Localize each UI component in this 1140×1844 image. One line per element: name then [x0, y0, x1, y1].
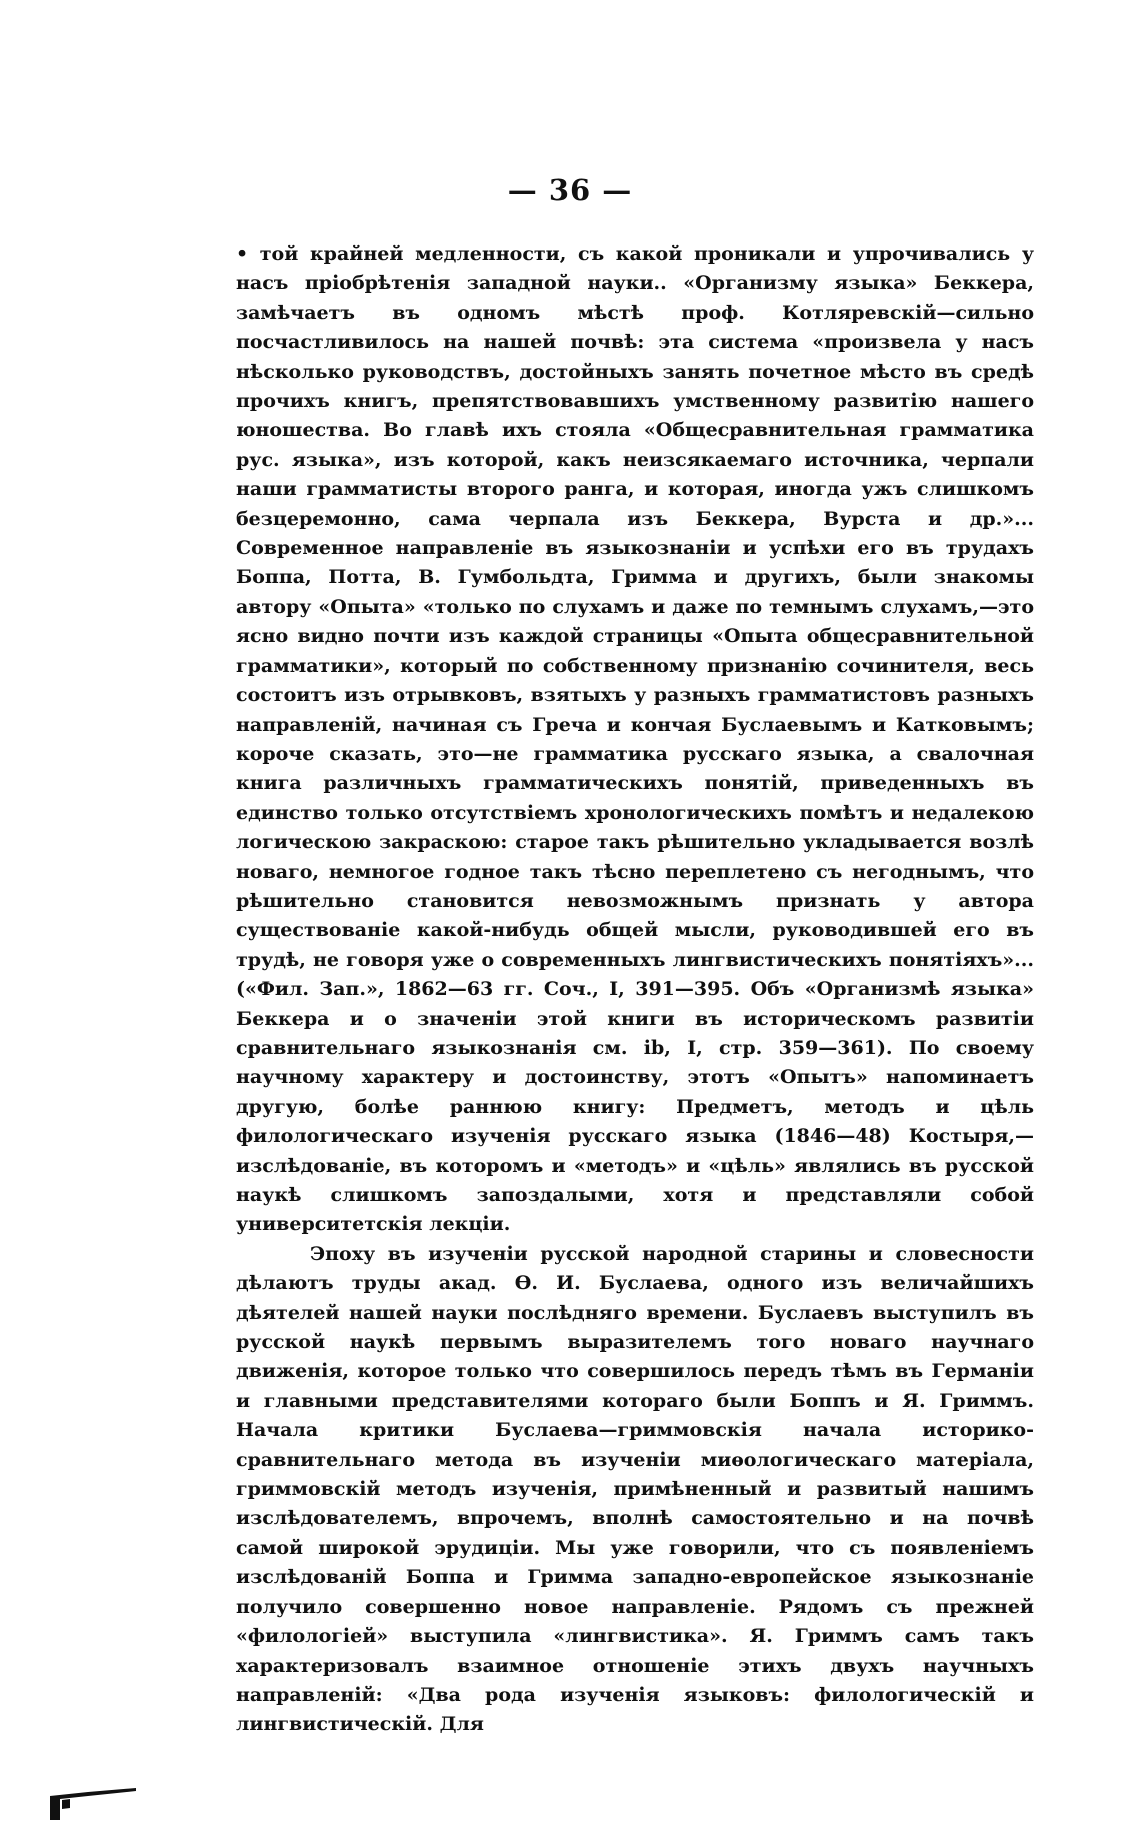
corner-mark — [48, 1786, 138, 1822]
paragraph-2: Эпоху въ изученіи русской народной старины и словесности дѣлаютъ труды акад. Ѳ. И. Буслаева, одного изъ величайшихъ дѣятелей нашей науки послѣдняго времени. Буслаевъ выступилъ въ русской наукѣ первымъ выразителемъ того новаго научнаго движенія, которое только что совершилось передъ тѣмъ въ Германіи и главными представителями котораго были Боппъ и Я. Гриммъ. Начала критики Буслаева—гриммовскія начала историко-сравнительнаго метода въ изученіи миѳологическаго матеріала, гриммовскій методъ изученія, примѣненный и развитый нашимъ изслѣдователемъ, впрочемъ, вполнѣ самостоятельно и на почвѣ самой широкой эрудиціи. Мы уже говорили, что съ появленіемъ изслѣдованій Боппа и Гримма западно-европейское языкознаніе получило совершенно новое направленіе. Рядомъ съ прежней «филологіей» выступила «лингвистика». Я. Гриммъ самъ такъ характеризовалъ взаимное отношеніе этихъ двухъ научныхъ направленій: «Два рода изученія языковъ: филологическій и лингвистическій. Для — [236, 1242, 1034, 1736]
paragraph-1: • той крайней медленности, съ какой проникали и упрочивались у насъ пріобрѣтенія западной науки.. «Организму языка» Беккера, замѣчаетъ въ одномъ мѣстѣ проф. Котляревскій—сильно посчастливилось на нашей почвѣ: эта система «произвела у насъ нѣсколько руководствъ, достойныхъ занять почетное мѣсто въ средѣ прочихъ книгъ, препятствовавшихъ умственному развитію нашего юношества. Во главѣ ихъ стояла «Общесравнительная грамматика рус. языка», изъ которой, какъ неизсякаемаго источника, черпали наши грамматисты второго ранга, и которая, иногда ужъ слишкомъ безцеремонно, сама черпала изъ Беккера, Вурста и др.»... Современное направленіе въ языкознаніи и успѣхи его въ трудахъ Боппа, Потта, В. Гумбольдта, Гримма и другихъ, были знакомы автору «Опыта» «только по слухамъ и даже по темнымъ слухамъ,—это ясно видно почти изъ каждой страницы «Опыта общесравнительной грамматики», который по собственному признанію сочинителя, весь состоитъ изъ отрывковъ, взятыхъ у разныхъ грамматистовъ разныхъ направленій, начиная съ Греча и кончая Буслаевымъ и Катковымъ; короче сказать, это—не грамматика русскаго языка, а свалочная книга различныхъ грамматическихъ понятій, приведенныхъ въ единство только отсутствіемъ хронологическихъ помѣтъ и недалекою логическою закраскою: старое такъ рѣшительно укладывается возлѣ новаго, немногое годное такъ тѣсно переплетено съ негоднымъ, что рѣшительно становится невозможнымъ признать у автора существованіе какой-нибудь общей мысли, руководившей его въ трудѣ, не говоря уже о современныхъ лингвистическихъ понятіяхъ»... («Фил. Зап.», 1862—63 гг. Соч., I, 391—395. Объ «Организмѣ языка» Беккера и о значеніи этой книги въ историческомъ развитіи сравнительнаго языкознанія см. ib, I, стр. 359—361). По своему научному характеру и достоинству, этотъ «Опытъ» напоминаетъ другую, болѣе раннюю книгу: Предметъ, методъ и цѣль филологическаго изученія русскаго языка (1846—48) Костыря,—изслѣдованіе, въ которомъ и «методъ» и «цѣль» являлись въ русской наукѣ слишкомъ запоздалыми, хотя и представляли собой университетскія лекціи. — [236, 243, 1034, 1236]
page-number: — 36 — — [507, 173, 633, 207]
body-text — [236, 240, 1034, 1740]
